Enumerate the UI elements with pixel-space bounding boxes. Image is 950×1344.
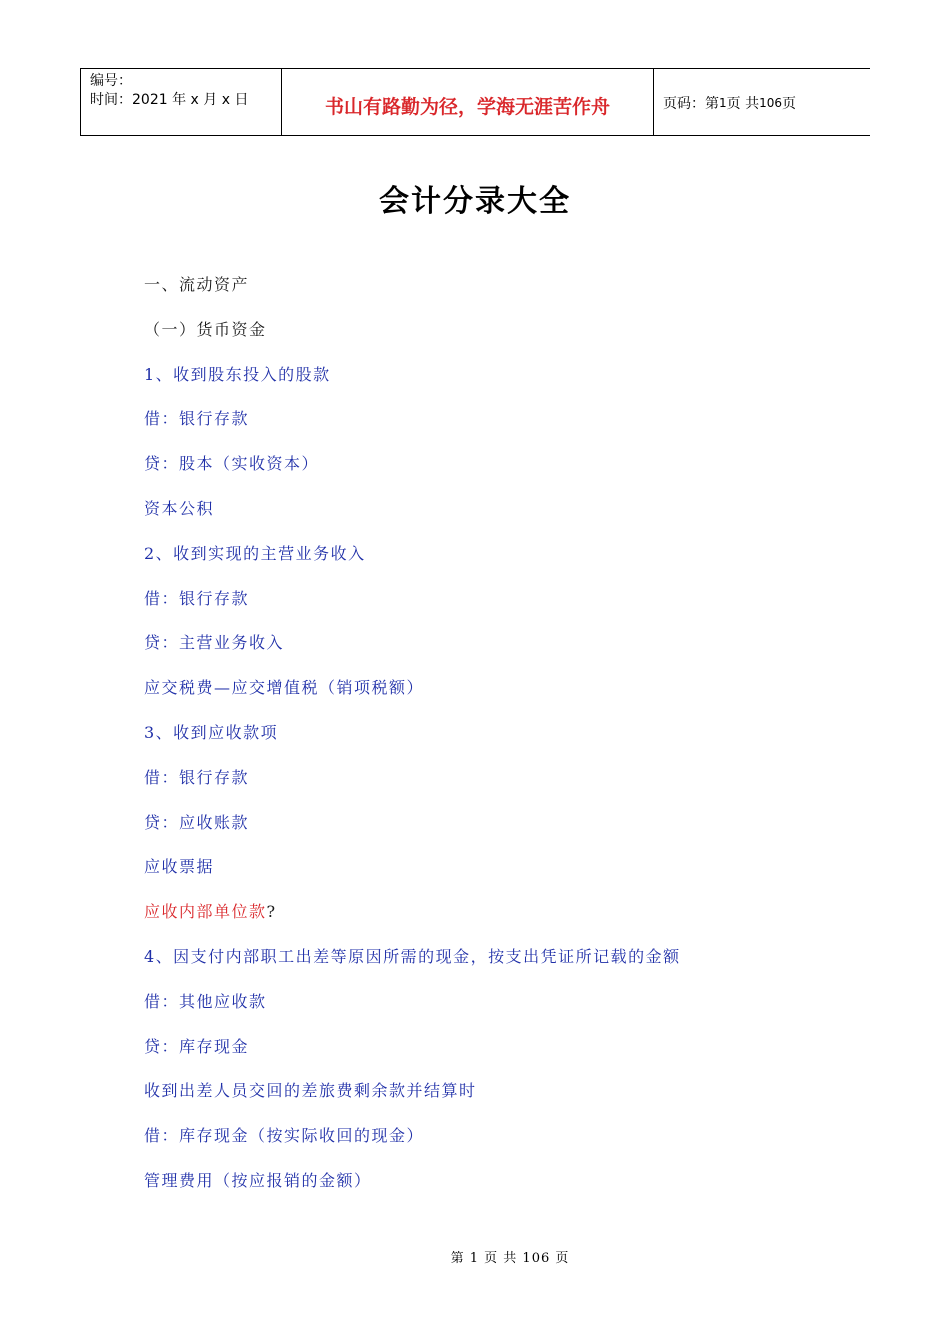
header-meta-cell — [80, 69, 282, 135]
body-line — [144, 989, 267, 1012]
body-line — [144, 496, 214, 519]
header-page-number: 1 — [719, 96, 727, 110]
body-line — [144, 451, 319, 474]
page-footer: 第 1 页 共 106 页 — [450, 1251, 570, 1266]
header-motto-cell — [282, 69, 654, 135]
body-line — [144, 720, 278, 743]
body-line — [144, 675, 424, 698]
body-line — [144, 899, 277, 922]
body-line-text: 2、收到实现的主营业务收入 — [144, 543, 366, 563]
body-line — [144, 586, 249, 609]
body-line-text: 贷：主营业务收入 — [144, 633, 285, 653]
document-title: 会计分录大全 — [379, 184, 571, 219]
body-line-text: 收到出差人员交回的差旅费剩余款并结算时 — [144, 1081, 477, 1101]
body-line — [144, 1078, 477, 1101]
body-line — [144, 272, 249, 295]
body-line — [144, 854, 214, 877]
body-line-text: 管理费用（按应报销的金额） — [144, 1171, 372, 1190]
header-motto: 书山有路勤为径，学海无涯苦作舟 — [324, 95, 610, 118]
body-line — [144, 362, 331, 385]
body-line-text: 1、收到股东投入的股款 — [144, 364, 331, 384]
body-line-text: 贷：股本（实收资本） — [144, 454, 320, 474]
body-line — [144, 1168, 372, 1191]
header-number-label: 编号： — [90, 73, 132, 89]
body-line — [144, 1123, 424, 1146]
header-table — [80, 68, 870, 136]
body-line-text: 借：银行存款 — [144, 409, 250, 429]
body-line-text: （一）货币资金 — [144, 319, 267, 339]
header-time-label: 时间：2021 年 x 月 x 日 — [90, 92, 249, 108]
body-line — [144, 317, 267, 340]
body-line-text: 3、收到应收款项 — [144, 723, 279, 742]
body-line-text: 借：库存现金（按实际收回的现金） — [144, 1126, 425, 1146]
body-line — [144, 406, 249, 429]
body-line-text: 4、因支付内部职工出差等原因所需的现金，按支出凭证所记载的金额 — [144, 947, 681, 966]
body-line — [144, 630, 284, 653]
body-line — [144, 541, 366, 564]
body-line-text: 应交税费—应交增值税（销项税额） — [144, 678, 425, 698]
body-line-suffix: ? — [266, 902, 277, 922]
body-line-text: 资本公积 — [144, 499, 215, 518]
body-line — [144, 944, 681, 967]
body-line-text: 应收内部单位款 — [144, 902, 267, 922]
body-line-text: 借：其他应收款 — [144, 991, 267, 1011]
header-page-mid: 页 共 — [726, 96, 760, 112]
body-line-text: 一、流动资产 — [144, 275, 250, 294]
body-line-text: 借：银行存款 — [144, 767, 250, 787]
body-line-text: 贷：库存现金 — [144, 1036, 250, 1056]
body-line — [144, 765, 249, 788]
header-page-cell — [654, 69, 870, 135]
body-line — [144, 810, 249, 833]
header-page-total: 106 — [759, 96, 782, 110]
body-line — [144, 1034, 249, 1057]
body-line-text: 借：银行存款 — [144, 588, 250, 608]
body-line-text: 应收票据 — [144, 857, 215, 877]
header-page-suffix: 页 — [782, 96, 796, 112]
body-line-text: 贷：应收账款 — [144, 812, 250, 832]
header-page-prefix: 页码：第 — [663, 96, 719, 112]
